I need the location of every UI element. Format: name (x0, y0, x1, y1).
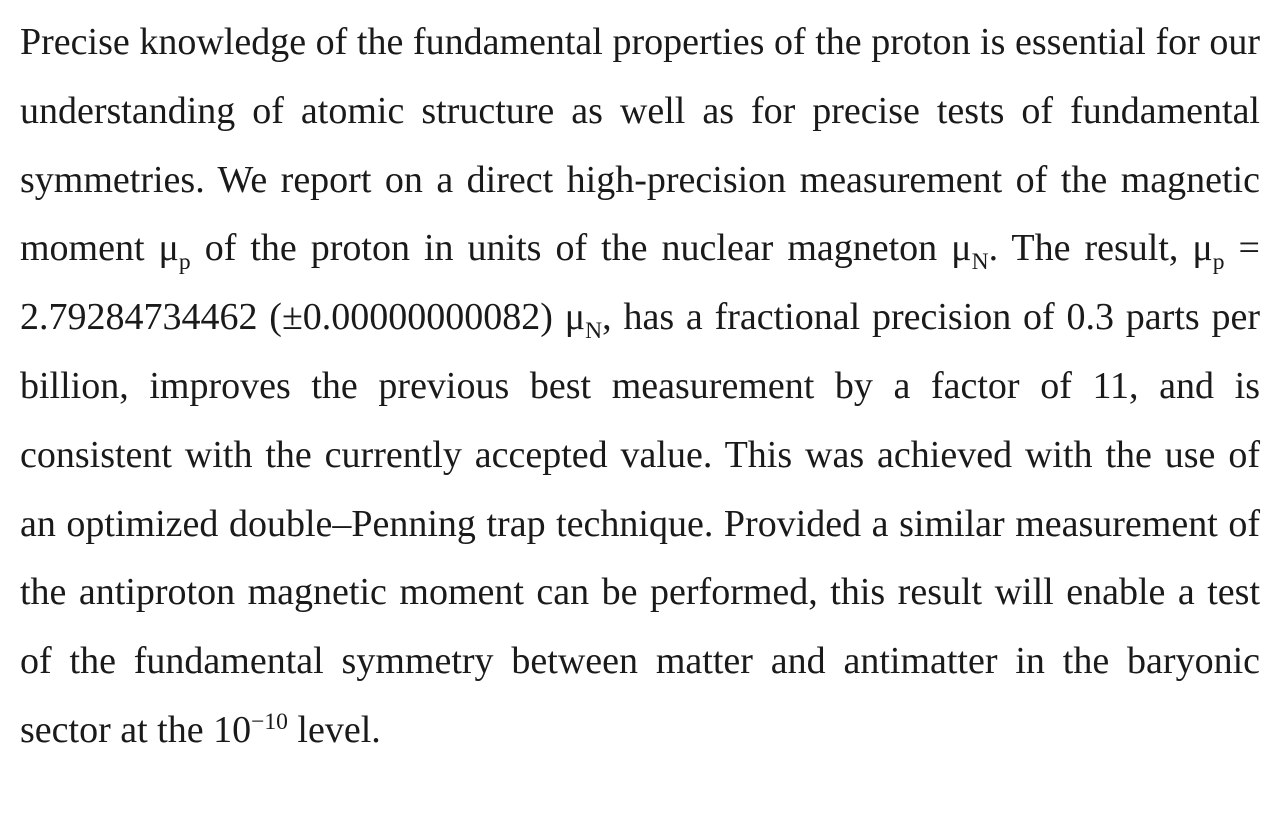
abstract-paragraph (20, 8, 1260, 765)
subscript-N: N (971, 249, 989, 276)
subscript-p: p (178, 249, 191, 276)
sentence-method: This was achieved with the use of an optimized double–Penning trap technique. (20, 433, 1260, 545)
sentence-intro: Precise knowledge of the fundamental properties of the proton is essential for our understanding of atomic structure as well as for precise tests of fundamental symmetries. (20, 21, 1260, 201)
subscript-N-result: N (585, 318, 603, 345)
sentence-report-text: We report on a direct high-precision measurement of the magnetic moment μ (20, 158, 1260, 270)
sentence-outlook-text: Provided a similar measurement of the antiproton magnetic moment can be performed, this result will enable a test of the fundamental symmetry between matter and antimatter in the baryonic sector at the 10 (20, 502, 1260, 751)
sentence-report-end: . (988, 227, 999, 270)
result-value: = 2.79284734462 (±0.00000000082) μ (20, 227, 1260, 339)
sentence-result-text: The result, μ (1011, 227, 1213, 270)
sentence-report-text-2: of the proton in units of the nuclear magneton μ (190, 227, 972, 270)
subscript-p-result: p (1212, 249, 1225, 276)
sentence-outlook-end: level. (287, 708, 381, 751)
sentence-result-rest: , has a fractional precision of 0.3 parts per billion, improves the previous best measurement by a factor of 11, and is consistent with the currently accepted value. (20, 296, 1260, 476)
superscript-exponent: −10 (251, 709, 288, 736)
